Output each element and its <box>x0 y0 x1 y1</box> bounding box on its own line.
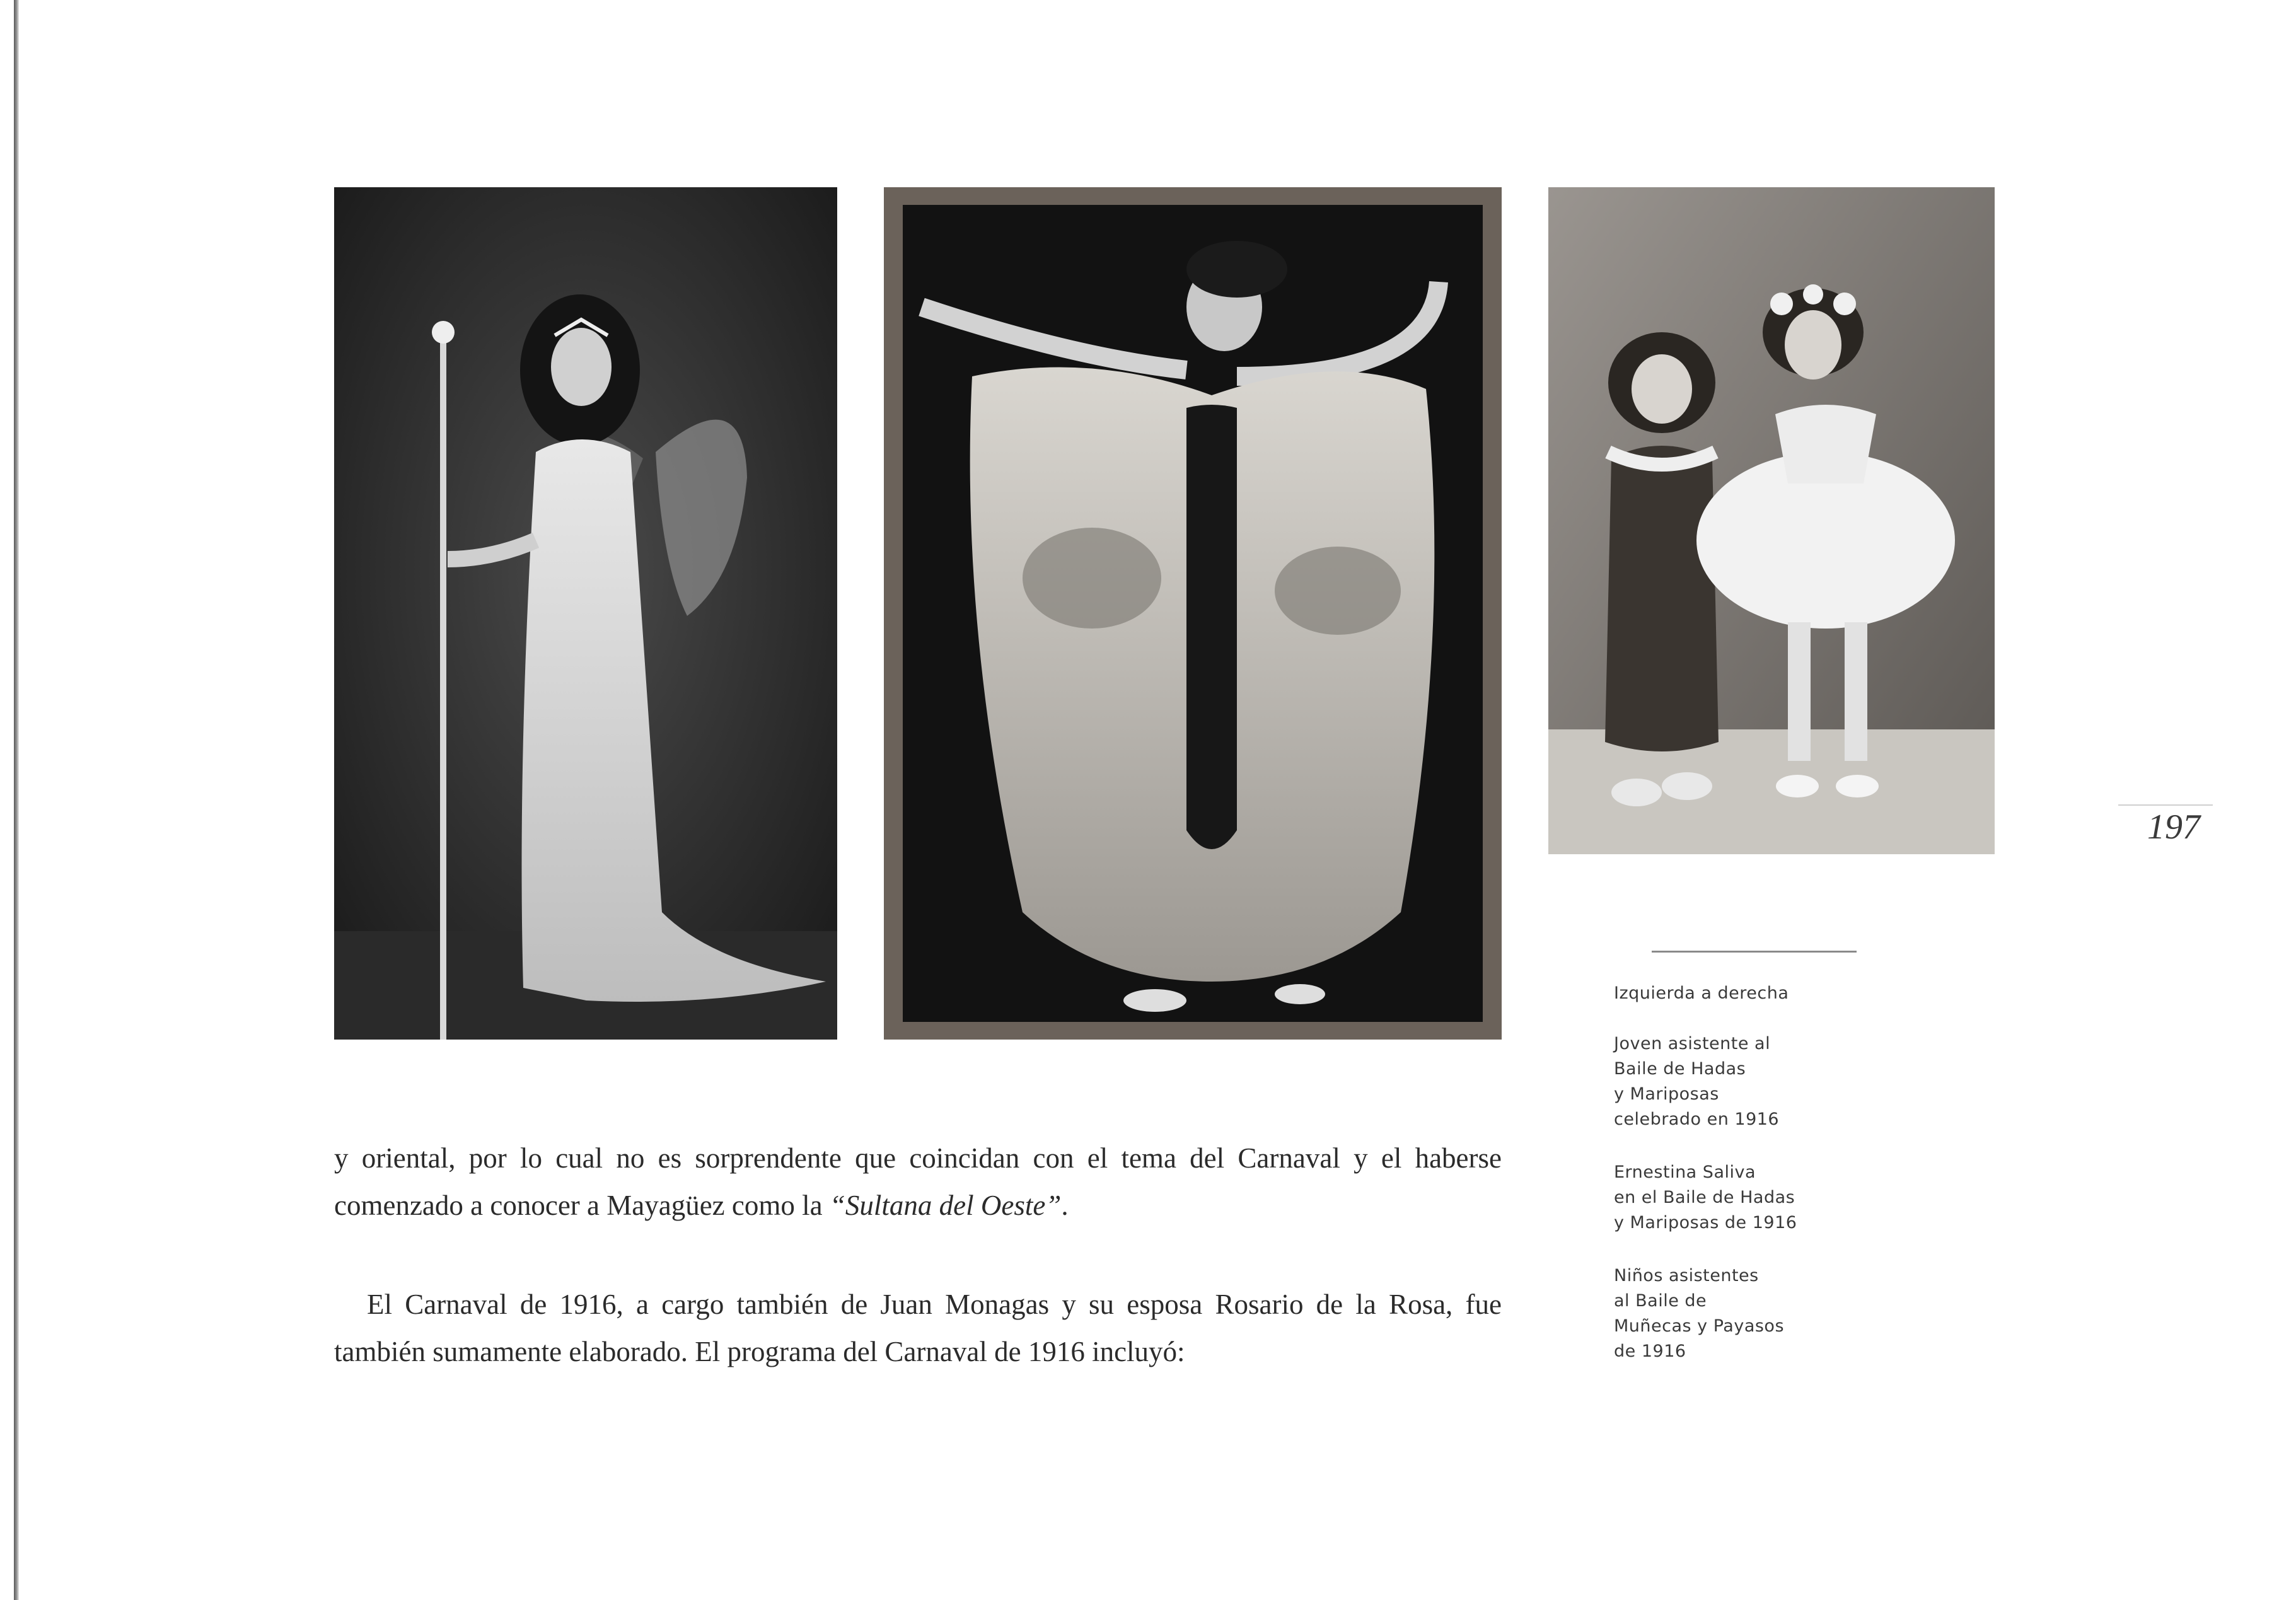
caption-item-1: Joven asistente al Baile de Hadas y Mariposas celebrado en 1916 <box>1614 1034 1780 1129</box>
body-paragraph-1-end: . <box>1061 1190 1069 1221</box>
sultana-del-oeste-quote: “Sultana del Oeste” <box>829 1190 1062 1221</box>
butterfly-costume-photo <box>884 187 1502 1040</box>
caption-item-2: Ernestina Saliva en el Baile de Hadas y Mariposas de 1916 <box>1614 1162 1797 1232</box>
page-number-rule <box>2118 804 2213 806</box>
body-paragraph-2: El Carnaval de 1916, a cargo también de Juan Monagas y su esposa Rosario de la Rosa, fue también sumamente elaborado. El programa del Carnaval de 1916 incluyó: <box>334 1289 1502 1367</box>
page-edge <box>14 0 19 1600</box>
caption-header: Izquierda a derecha <box>1614 983 1789 1003</box>
fairy-girl-photo <box>334 187 837 1040</box>
body-paragraph-1-text: y oriental, por lo cual no es sorprendente que coincidan con el tema del Carnaval y el haberse comenzado a conocer a Mayagüez como la <box>334 1142 1502 1221</box>
page-number: 197 <box>2147 808 2200 847</box>
body-text <box>334 1135 1502 1376</box>
captions <box>1614 981 1866 1392</box>
caption-item-3: Niños asistentes al Baile de Muñecas y Payasos de 1916 <box>1614 1266 1785 1361</box>
caption-rule <box>1652 951 1857 953</box>
children-costume-photo <box>1548 187 1995 854</box>
body-paragraph-1 <box>334 1135 1502 1229</box>
